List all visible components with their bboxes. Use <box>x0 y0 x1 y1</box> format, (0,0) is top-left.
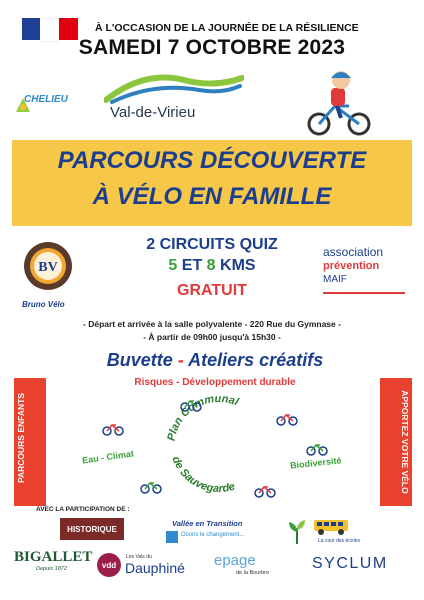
association-historique-text: HISTORIQUE <box>67 525 117 534</box>
maif-prevention: prévention <box>323 260 380 272</box>
maif-association: association <box>323 245 384 259</box>
chelieu-logo-text: CHELIEU <box>24 94 68 105</box>
bruno-velo-name: Bruno Vélo <box>22 300 65 309</box>
vallee-en-transition-title: Vallée en Transition <box>172 519 243 528</box>
bike-icon <box>140 478 162 494</box>
bike-icon <box>102 420 124 436</box>
circuits-title: 2 CIRCUITS QUIZ <box>146 236 278 253</box>
distance-et: ET <box>181 257 203 274</box>
svg-text:Plan Communal <box>165 393 241 442</box>
school-bus-text: La cour des écoles <box>318 538 360 544</box>
svg-text:de Sauvegarde <box>170 455 237 495</box>
vdd-logo-text: vdd <box>101 561 117 570</box>
maif-name: MAIF <box>323 274 347 285</box>
bike-icon <box>180 396 202 412</box>
dauphine-logo-text: Dauphiné <box>125 560 185 576</box>
circle-word-de: de <box>169 454 186 472</box>
right-side-text: APPORTEZ VOTRE VÉLO <box>400 390 410 494</box>
bigallet-subtitle: Depuis 1872 <box>36 566 67 572</box>
vallee-en-transition-slogan: Osons le changement... <box>181 532 245 538</box>
ateliers-label: Ateliers créatifs <box>188 350 324 370</box>
occasion-text: À L'OCCASION DE LA JOURNÉE DE LA RÉSILIENCE <box>95 22 359 34</box>
activities-title <box>70 350 360 371</box>
bike-icon <box>306 440 328 456</box>
bike-icon <box>276 410 298 426</box>
circle-word-communal: Communal <box>178 392 241 420</box>
val-de-virieu-logo-text: Val-de-Virieu <box>110 104 196 121</box>
val-de-virieu-swoosh-icon <box>104 70 244 104</box>
plant-logo-icon <box>287 518 307 544</box>
epage-logo-text: epage <box>214 552 256 569</box>
biodiversite-label: Biodiversité <box>289 455 342 471</box>
topics-subtitle: Risques - Développement durable <box>134 377 296 388</box>
banner-title-line1: PARCOURS DÉCOUVERTE <box>57 147 367 174</box>
school-bus-logo-icon <box>313 518 349 536</box>
dauphine-small-text: Les Vals du <box>126 554 152 560</box>
circle-word-plan: Plan <box>165 415 186 442</box>
bike-icon <box>254 482 276 498</box>
distance-unit: KMS <box>220 257 256 274</box>
bigallet-logo-text: BIGALLET <box>14 549 93 565</box>
bruno-velo-monogram: BV <box>38 260 58 275</box>
vallee-en-transition-logo-icon <box>166 531 178 543</box>
maif-underline <box>323 292 405 294</box>
distance-8: 8 <box>206 257 216 274</box>
location-info: - Départ et arrivée à la salle polyvalente - 220 Rue du Gymnase - <box>83 319 341 329</box>
epage-subtitle: de la Bourbre <box>236 570 270 576</box>
child-cyclist-icon <box>305 66 373 136</box>
left-side-text: PARCOURS ENFANTS <box>16 392 26 484</box>
distances-line <box>112 257 312 275</box>
circle-word-sauvegarde: Sauvegarde <box>177 466 237 496</box>
price-label: GRATUIT <box>177 282 247 299</box>
eau-climat-label: Eau - Climat <box>81 448 135 466</box>
syclum-logo-text: SYCLUM <box>312 555 388 572</box>
event-date: SAMEDI 7 OCTOBRE 2023 <box>78 36 346 59</box>
time-info: - À partir de 09h00 jusqu'à 15h30 - <box>143 332 281 342</box>
partners-heading: AVEC LA PARTICIPATION DE : <box>36 506 130 513</box>
banner-title-line2: À VÉLO EN FAMILLE <box>92 183 332 210</box>
distance-5: 5 <box>168 257 178 274</box>
activities-dash: - <box>177 350 184 370</box>
bruno-velo-gear-icon <box>22 240 74 292</box>
buvette-label: Buvette <box>106 350 173 370</box>
